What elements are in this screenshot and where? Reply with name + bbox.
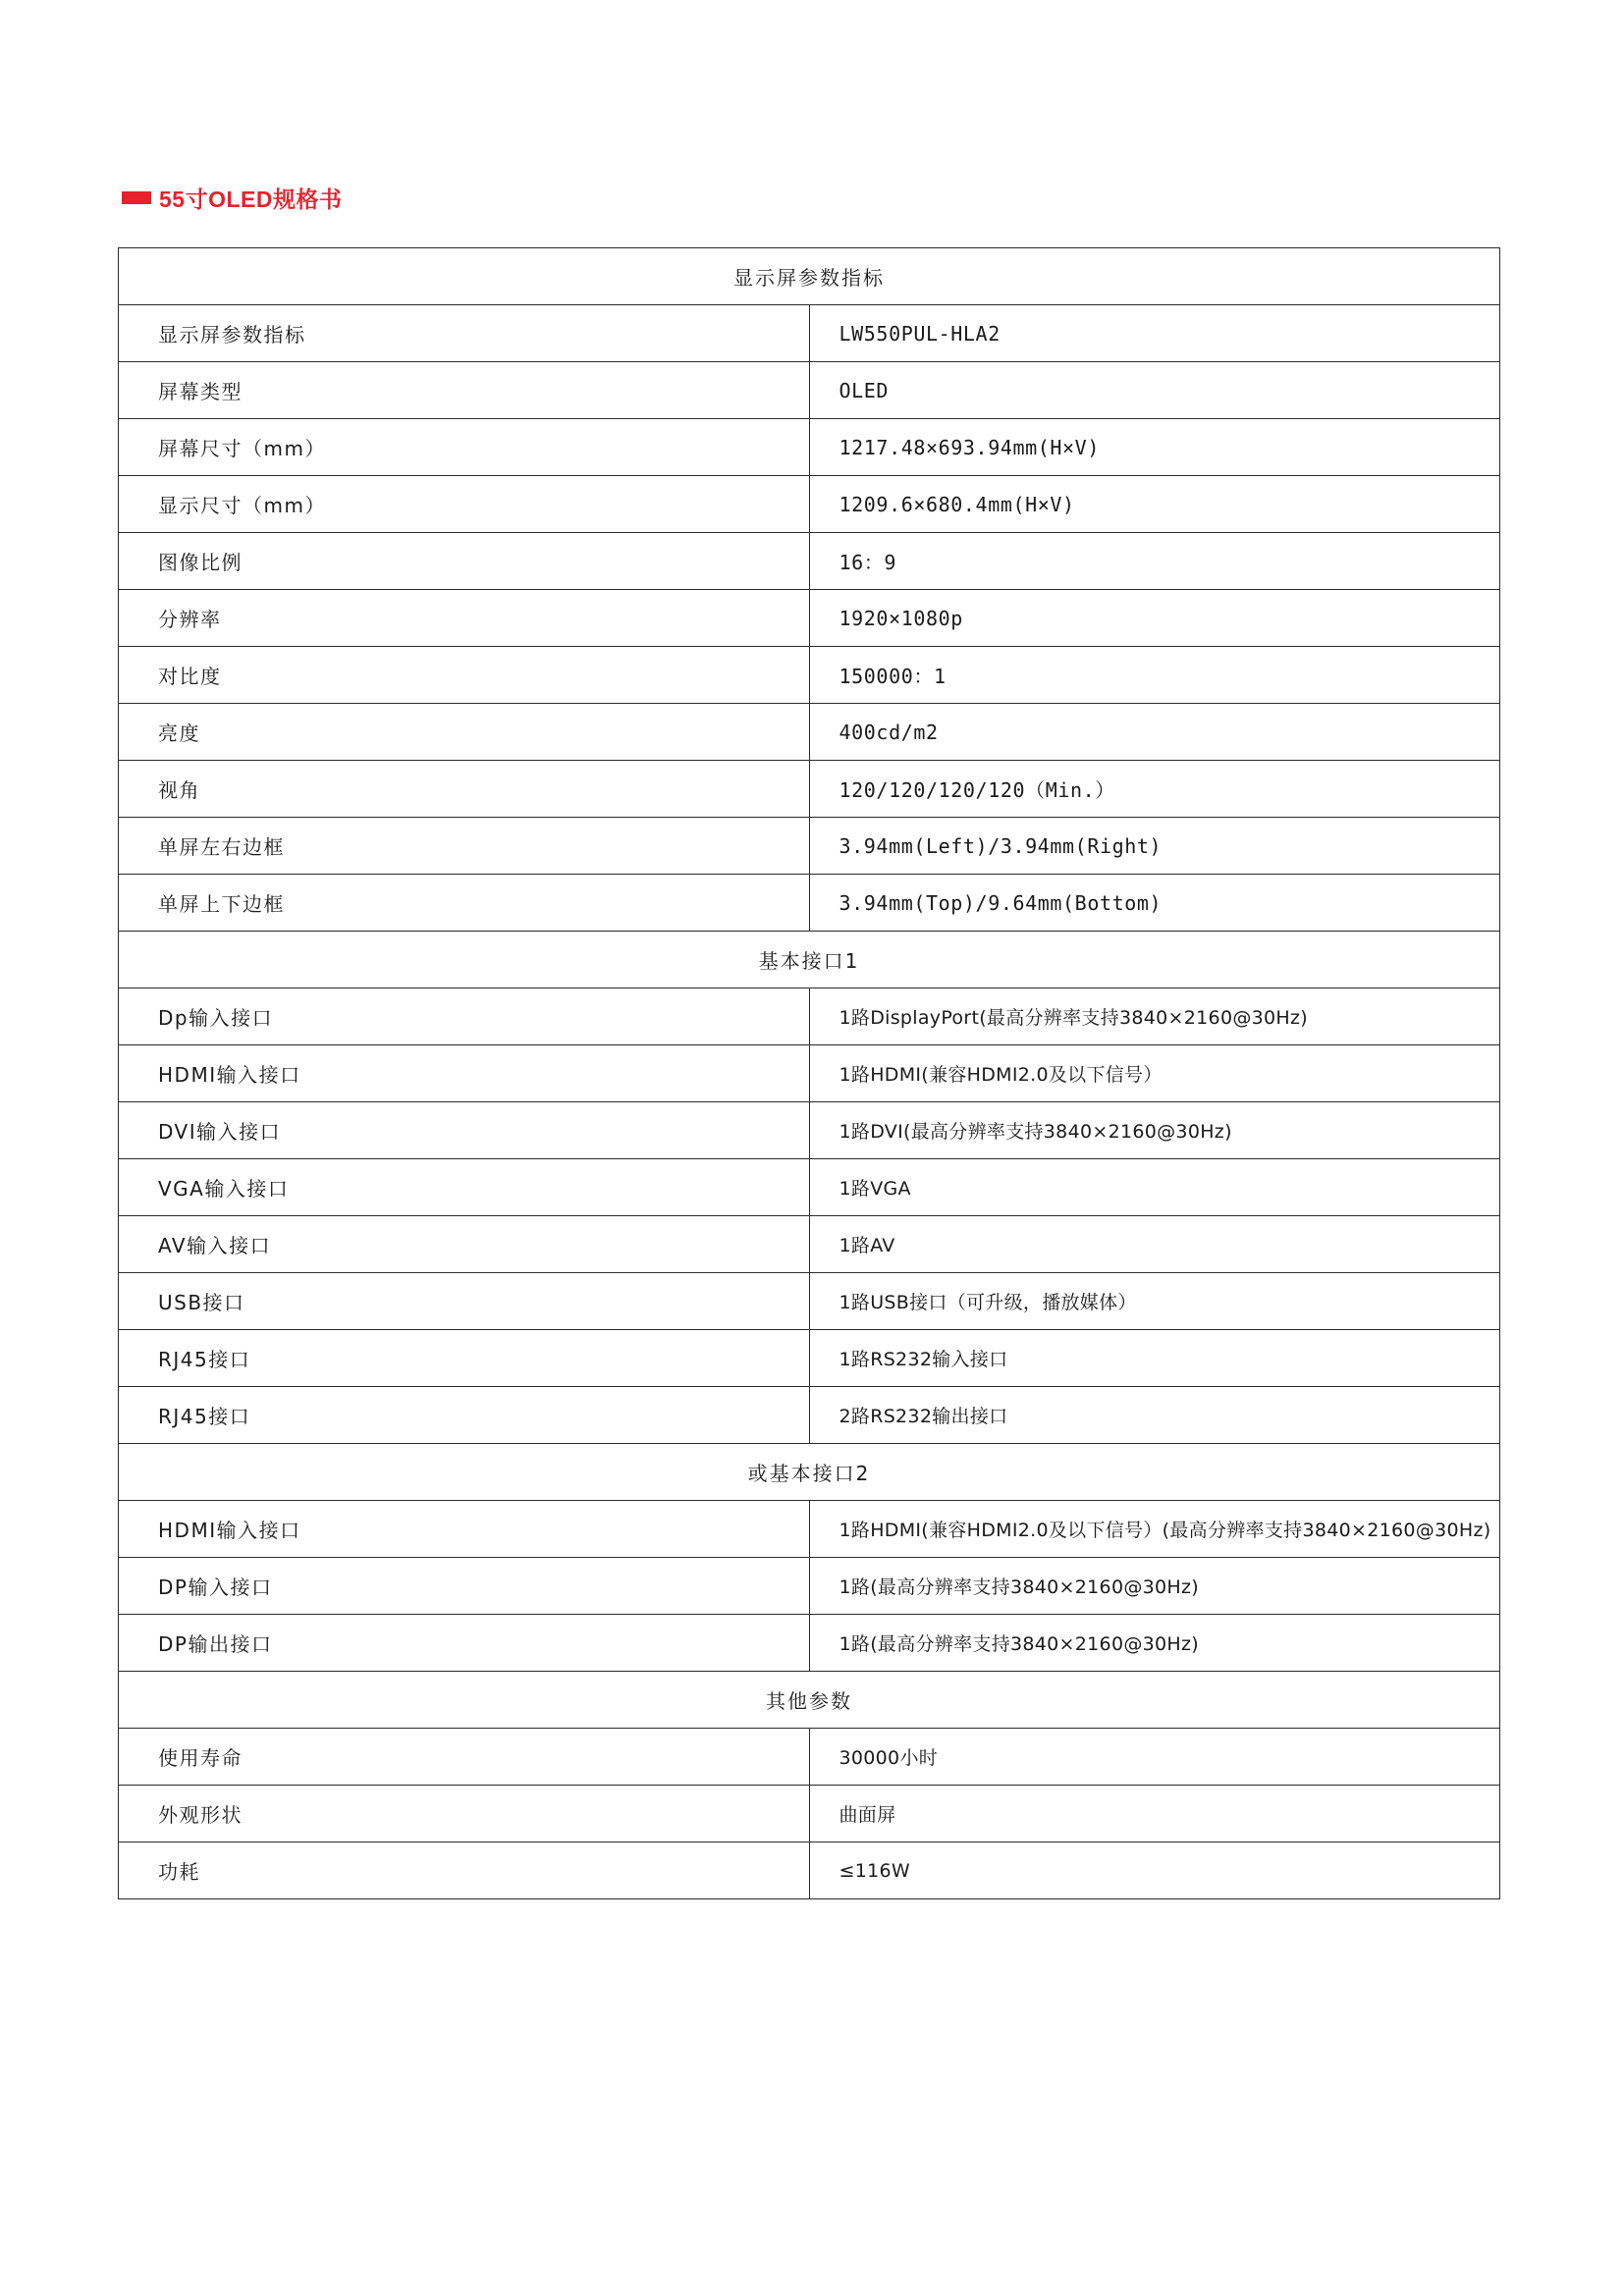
table-row: [119, 1786, 1500, 1842]
table-section-row: [119, 932, 1500, 988]
table-row: [119, 1216, 1500, 1273]
row-value: 1209.6×680.4mm(H×V): [809, 476, 1500, 533]
page-title-text: 55寸OLED规格书: [159, 187, 343, 212]
row-label: 图像比例: [119, 533, 810, 590]
spec-table-body: [119, 248, 1500, 1899]
table-row: [119, 1045, 1500, 1102]
row-value: 1路HDMI(兼容HDMI2.0及以下信号）: [809, 1045, 1500, 1102]
row-value: 2路RS232输出接口: [809, 1387, 1500, 1444]
row-label: 对比度: [119, 647, 810, 704]
table-row: [119, 761, 1500, 818]
row-label: USB接口: [119, 1273, 810, 1330]
row-value: 1路VGA: [809, 1159, 1500, 1216]
row-value: 1路HDMI(兼容HDMI2.0及以下信号）(最高分辨率支持3840×2160@30Hz): [809, 1501, 1500, 1558]
table-row: [119, 704, 1500, 761]
row-value: OLED: [809, 362, 1500, 419]
row-label: 屏幕类型: [119, 362, 810, 419]
row-value: 1路USB接口（可升级，播放媒体）: [809, 1273, 1500, 1330]
table-row: [119, 1102, 1500, 1159]
table-row: [119, 647, 1500, 704]
table-section-row: [119, 248, 1500, 305]
row-value: 1路RS232输入接口: [809, 1330, 1500, 1387]
row-label: 亮度: [119, 704, 810, 761]
table-row: [119, 1387, 1500, 1444]
row-label: 视角: [119, 761, 810, 818]
row-label: VGA输入接口: [119, 1159, 810, 1216]
row-value: 1路AV: [809, 1216, 1500, 1273]
row-value: 1路DVI(最高分辨率支持3840×2160@30Hz): [809, 1102, 1500, 1159]
table-row: [119, 1558, 1500, 1615]
row-label: 屏幕尺寸（mm）: [119, 419, 810, 476]
row-label: DVI输入接口: [119, 1102, 810, 1159]
row-value: 3.94mm(Left)/3.94mm(Right): [809, 818, 1500, 875]
row-label: AV输入接口: [119, 1216, 810, 1273]
row-label: 显示尺寸（mm）: [119, 476, 810, 533]
row-value: 150000：1: [809, 647, 1500, 704]
row-label: Dp输入接口: [119, 988, 810, 1045]
spec-table: [118, 247, 1500, 1899]
row-label: RJ45接口: [119, 1387, 810, 1444]
row-label: HDMI输入接口: [119, 1045, 810, 1102]
row-label: HDMI输入接口: [119, 1501, 810, 1558]
row-value: 1217.48×693.94mm(H×V): [809, 419, 1500, 476]
table-row: [119, 1159, 1500, 1216]
row-label: 功耗: [119, 1842, 810, 1899]
table-row: [119, 590, 1500, 647]
section-header: 显示屏参数指标: [119, 248, 1500, 305]
row-label: 显示屏参数指标: [119, 305, 810, 362]
table-row: [119, 1330, 1500, 1387]
row-value: 曲面屏: [809, 1786, 1500, 1842]
row-label: 外观形状: [119, 1786, 810, 1842]
row-value: LW550PUL-HLA2: [809, 305, 1500, 362]
page-title: [118, 182, 1506, 214]
row-value: ≤116W: [809, 1842, 1500, 1899]
row-value: 1路(最高分辨率支持3840×2160@30Hz): [809, 1558, 1500, 1615]
table-row: [119, 533, 1500, 590]
row-value: 120/120/120/120（Min.）: [809, 761, 1500, 818]
table-row: [119, 305, 1500, 362]
row-value: 16：9: [809, 533, 1500, 590]
row-label: 使用寿命: [119, 1729, 810, 1786]
row-value: 1路(最高分辨率支持3840×2160@30Hz): [809, 1615, 1500, 1672]
table-row: [119, 988, 1500, 1045]
table-row: [119, 1501, 1500, 1558]
row-value: 1920×1080p: [809, 590, 1500, 647]
row-value: 400cd/m2: [809, 704, 1500, 761]
table-section-row: [119, 1672, 1500, 1729]
row-label: DP输入接口: [119, 1558, 810, 1615]
row-label: DP输出接口: [119, 1615, 810, 1672]
table-row: [119, 875, 1500, 932]
row-label: RJ45接口: [119, 1330, 810, 1387]
row-value: 30000小时: [809, 1729, 1500, 1786]
table-row: [119, 362, 1500, 419]
table-row: [119, 818, 1500, 875]
table-row: [119, 419, 1500, 476]
row-label: 单屏左右边框: [119, 818, 810, 875]
row-label: 单屏上下边框: [119, 875, 810, 932]
section-header: 其他参数: [119, 1672, 1500, 1729]
table-row: [119, 476, 1500, 533]
title-marker-icon: [122, 191, 151, 204]
row-label: 分辨率: [119, 590, 810, 647]
table-row: [119, 1273, 1500, 1330]
section-header: 基本接口1: [119, 932, 1500, 988]
row-value: 3.94mm(Top)/9.64mm(Bottom): [809, 875, 1500, 932]
row-value: 1路DisplayPort(最高分辨率支持3840×2160@30Hz): [809, 988, 1500, 1045]
table-section-row: [119, 1444, 1500, 1501]
table-row: [119, 1842, 1500, 1899]
section-header: 或基本接口2: [119, 1444, 1500, 1501]
table-row: [119, 1615, 1500, 1672]
table-row: [119, 1729, 1500, 1786]
